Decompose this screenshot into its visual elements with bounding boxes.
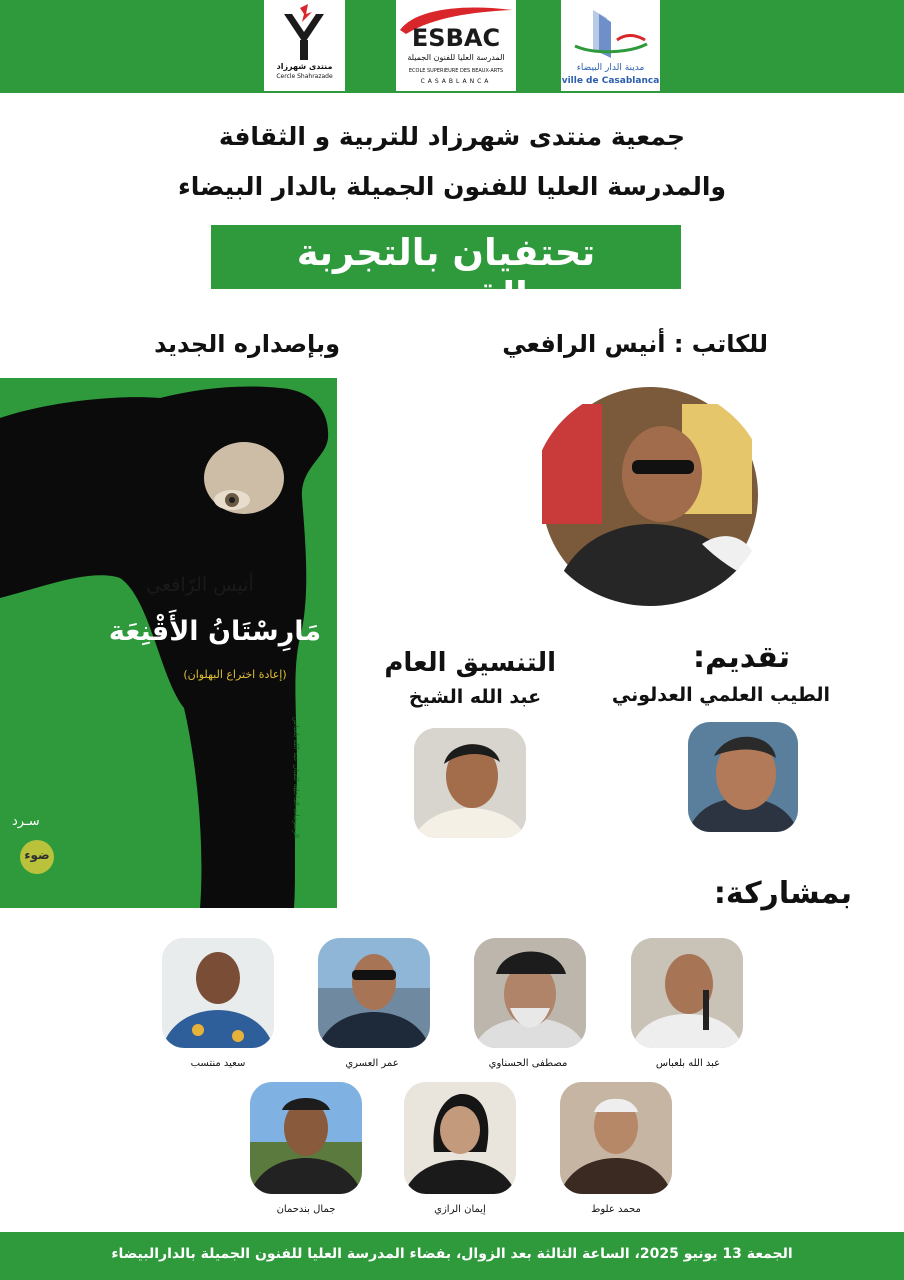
organizer-line-1: جمعية منتدى شهرزاد للتربية و الثقافة [218,122,686,151]
shahrazade-logo-ar: منتدى شهرزاد [276,62,333,71]
event-date-location: الجمعة 13 يونيو 2025، الساعة الثالثة بعد الزوال، بفضاء المدرسة العليا للفنون الجميلة بالدارالبيضاء [111,1246,793,1262]
participant-photo [631,938,743,1048]
participant-name: عمر العسري [345,1058,399,1069]
participant-photo [404,1082,516,1194]
new-release-label: وبإصداره الجديد [154,330,340,358]
shahrazade-logo-fr: Cercle Shahrazade [276,73,333,80]
casablanca-logo [561,0,660,91]
book-title: مَارِسْتَانُ الأَقْنِعَة [108,616,322,647]
participant-name: محمد علوط [591,1204,641,1215]
book-subtitle: (إعادة اختراع البهلوان) [183,668,287,681]
esbac-title: ESBAC [411,24,501,52]
book-cover [0,378,337,908]
participant-photo [560,1082,672,1194]
coordinator-photo [414,728,526,838]
coordination-name: عبد الله الشيخ [408,686,542,708]
participant-name: إيمان الرازي [434,1204,486,1215]
participant-name: عبد الله بلعباس [655,1058,721,1069]
presentation-label: تقديم: [693,640,790,675]
participant-name: سعيد منتسب [190,1058,246,1069]
participants-label: بمشاركة: [713,876,852,911]
esbac-line-ar: المدرسة العليا للفنون الجميلة [407,53,505,62]
publisher-name: ضوء [24,848,50,862]
participant-photo [250,1082,362,1194]
author-photo [532,384,768,606]
participant-name: مصطفى الحسناوي [488,1058,568,1069]
event-banner [211,225,681,317]
esbac-logo [396,0,516,91]
book-credit: الرسومات الداخلية للفنان عبد الله بلعباس [292,716,300,838]
participant-name: جمال بندحمان [276,1204,336,1215]
casablanca-logo-ar: مدينة الدار البيضاء [576,63,645,73]
author-label: للكاتب : أنيس الرافعي [502,330,768,358]
participant-photo [474,938,586,1048]
participant-photo [318,938,430,1048]
shahrazade-logo [264,0,345,91]
book-author: أنيس الرّافعي [146,574,254,596]
event-banner-text: تحتفيان بالتجربة القصصية [296,231,596,317]
organizer-line-2: والمدرسة العليا للفنون الجميلة بالدار البيضاء [177,172,727,201]
participant-photo [162,938,274,1048]
footer-band [0,1232,904,1280]
casablanca-logo-fr: ville de Casablanca [561,76,660,86]
book-genre: سـرد [12,814,40,829]
esbac-line-fr: ECOLE SUPERIEURE DES BEAUX-ARTS [408,68,504,74]
presenter-photo [688,722,798,832]
esbac-city: CASABLANCA [420,78,492,85]
coordination-label: التنسيق العام [384,648,556,678]
presentation-name: الطيب العلمي العدلوني [611,684,830,706]
